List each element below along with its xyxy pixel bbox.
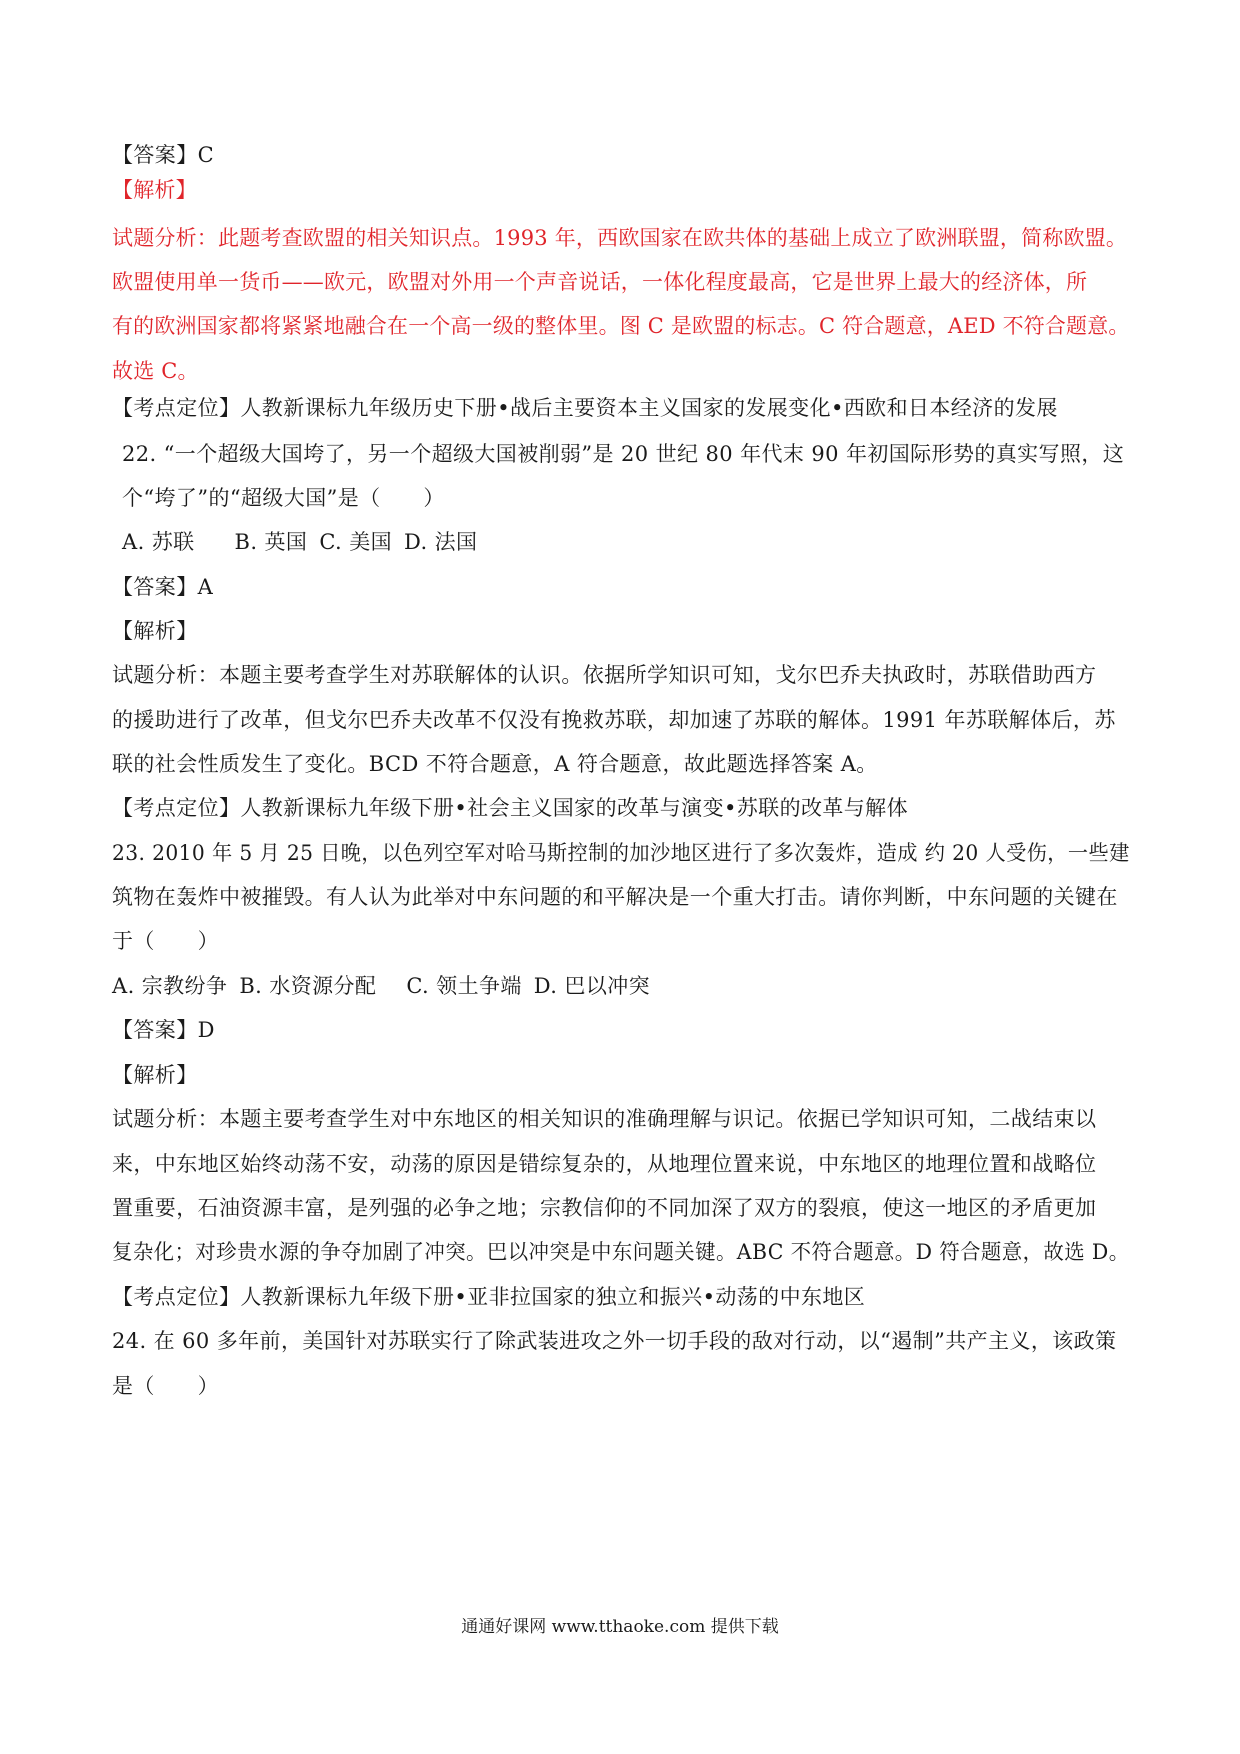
q22-option-d: D. 法国 [404,530,478,554]
q21-analysis-line: 故选 C。 [112,359,199,383]
q22-option-c: C. 美国 [319,530,392,554]
q23-stem-line: 筑物在轰炸中被摧毁。有人认为此举对中东问题的和平解决是一个重大打击。请你判断，中东问题的关键在 [112,885,1118,909]
q23-location: 【考点定位】人教新课标九年级下册•亚非拉国家的独立和振兴•动荡的中东地区 [112,1285,866,1309]
q21-analysis-line: 试题分析：此题考查欧盟的相关知识点。1993 年，西欧国家在欧共体的基础上成立了欧洲联盟，简称欧盟。 [112,226,1128,250]
q23-analysis-line: 置重要，石油资源丰富，是列强的必争之地；宗教信仰的不同加深了双方的裂痕，使这一地区的矛盾更加 [112,1196,1097,1220]
q23-analysis-line: 试题分析：本题主要考查学生对中东地区的相关知识的准确理解与识记。依据已学知识可知，二战结束以 [112,1107,1097,1131]
q24-stem-line: 是（ ） [112,1374,219,1398]
q22-stem-line: 个“垮了”的“超级大国”是（ ） [122,486,445,510]
q22-stem-line: 22. “一个超级大国垮了，另一个超级大国被削弱”是 20 世纪 80 年代末 90 年初国际形势的真实写照，这 [122,442,1125,466]
q21-analysis-line: 有的欧洲国家都将紧紧地融合在一个高一级的整体里。图 C 是欧盟的标志。C 符合题意，AED 不符合题意。 [112,314,1130,338]
q21-location: 【考点定位】人教新课标九年级历史下册•战后主要资本主义国家的发展变化•西欧和日本经济的发展 [112,396,1058,420]
q21-analysis-heading: 【解析】 [112,178,197,202]
q23-option-c: C. 领土争端 [406,974,522,998]
q23-stem-line: 23. 2010 年 5 月 25 日晚，以色列空军对哈马斯控制的加沙地区进行了多次轰炸，造成 约 20 人受伤，一些建 [112,841,1130,865]
q22-location: 【考点定位】人教新课标九年级下册•社会主义国家的改革与演变•苏联的改革与解体 [112,796,908,820]
q22-analysis-line: 联的社会性质发生了变化。BCD 不符合题意，A 符合题意，故此题选择答案 A。 [112,752,878,776]
q22-analysis-line: 试题分析：本题主要考查学生对苏联解体的认识。依据所学知识可知，戈尔巴乔夫执政时，苏联借助西方 [112,663,1097,687]
q23-analysis-line: 复杂化；对珍贵水源的争夺加剧了冲突。巴以冲突是中东问题关键。ABC 不符合题意。D 符合题意，故选 D。 [112,1240,1130,1264]
q22-options [122,528,477,556]
q24-stem-line: 24. 在 60 多年前，美国针对苏联实行了除武装进攻之外一切手段的敌对行动，以“遏制”共产主义，该政策 [112,1329,1117,1353]
q23-stem-line: 于（ ） [112,929,219,953]
q22-analysis-heading: 【解析】 [112,619,198,643]
q23-analysis-line: 来，中东地区始终动荡不安，动荡的原因是错综复杂的，从地理位置来说，中东地区的地理位置和战略位 [112,1152,1097,1176]
q22-analysis-line: 的援助进行了改革，但戈尔巴乔夫改革不仅没有挽救苏联，却加速了苏联的解体。1991 年苏联解体后，苏 [112,708,1116,732]
q23-option-d: D. 巴以冲突 [533,974,651,998]
q21-answer: 【答案】C [112,143,215,167]
q23-answer: 【答案】D [112,1018,215,1042]
q21-analysis-line: 欧盟使用单一货币——欧元，欧盟对外用一个声音说话，一体化程度最高，它是世界上最大的经济体，所 [112,270,1088,294]
q23-options [112,972,650,1000]
q22-option-a: A. 苏联 [122,530,195,554]
q23-analysis-heading: 【解析】 [112,1063,198,1087]
q23-option-b: B. 水资源分配 [239,974,377,998]
q22-option-b: B. 英国 [234,530,308,554]
page-footer: 通通好课网 www.tthaoke.com 提供下载 [461,1617,779,1637]
q22-answer: 【答案】A [112,575,214,599]
q23-option-a: A. 宗教纷争 [112,974,228,998]
